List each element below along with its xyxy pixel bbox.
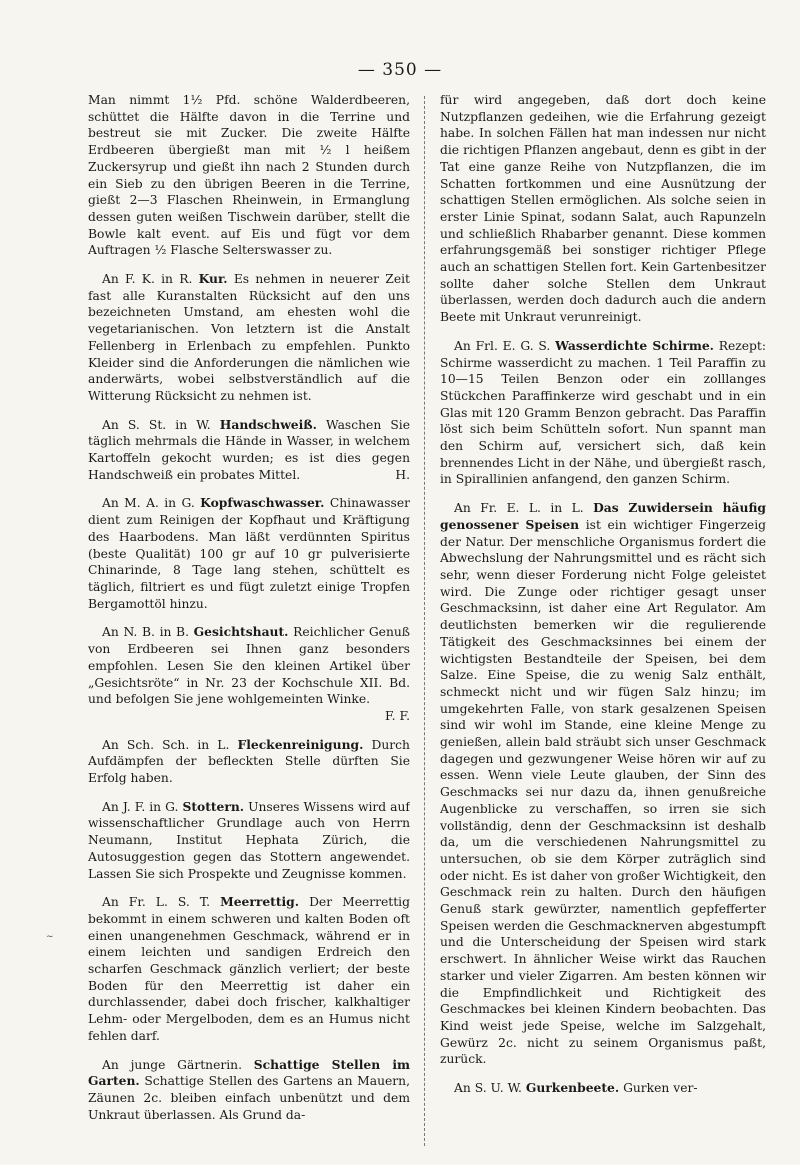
answer-entry <box>440 1080 766 1097</box>
entry-keyword: Schattige Stellen im Garten. <box>88 1056 410 1089</box>
entry-keyword: Meerrettig. <box>220 894 300 910</box>
answer-entry <box>88 737 410 787</box>
entry-keyword: Das Zuwidersein häufig genossener Speisen <box>440 500 766 532</box>
margin-mark: ~ <box>46 932 54 942</box>
entry-text: Der Meerrettig bekommt in einem schweren und kalten Boden oft einen unangenehmen Geschmack, während er in einem leichten und sandigen Erdreich den scharfen Geschmack gänzlich verliert; der beste Boden für den Meerrettig ist daher ein durchlassender, dabei doch frischer, kalkhaltiger Lehm- oder Mergelboden, dem es an Humus nicht fehlen darf. <box>88 895 410 1043</box>
answer-entry <box>88 495 410 612</box>
entry-signature: H. <box>395 467 410 482</box>
entry-keyword: Handschweiß. <box>219 416 317 432</box>
entry-text: Reichlicher Genuß von Erdbeeren sei Ihnen ganz besonders empfohlen. Lesen Sie den kleinen Artikel über „Gesichtsröte“ in Nr. 23 der Kochschule XII. Bd. und befolgen Sie jene wohlgemeinten Winke. <box>88 625 410 707</box>
answer-entry <box>88 624 410 724</box>
entry-text: Durch Aufdämpfen der befleckten Stelle dürften Sie Erfolg haben. <box>88 737 410 786</box>
entry-text: Waschen Sie täglich mehrmals die Hände in Wasser, in welchem Kartoffeln gekocht wurden; es ist dies gegen Handschweiß ein probates Mittel. <box>88 417 410 482</box>
entry-addressee: An Fr. E. L. in L. <box>454 501 584 516</box>
entry-addressee: An S. St. in W. <box>102 417 211 432</box>
entry-addressee: An Frl. E. G. S. <box>454 338 551 353</box>
column-divider <box>424 96 425 1146</box>
entry-addressee: An M. A. in G. <box>102 496 195 511</box>
entry-keyword: Kopfwaschwasser. <box>200 495 325 511</box>
entry-text: ist ein wichtiger Fingerzeig der Natur. Der menschliche Organismus fordert die Abwechslung der Nahrungsmittel und es rächt sich sehr, wenn dieser Forderung nicht Folge geleistet wird. Die Zunge oder richtiger gesagt unser Geschmacksinn, ist daher eine Art Regulator. Am deutlichsten bemerken wir die regulierende Tätigkeit des Geschmacksinnes bei einem der wichtigsten Bestandteile der Speisen, bei dem Salze. Eine Speise, die zu wenig Salz enthält, schmeckt nicht und wir fügen Salz hinzu; im umgekehrten Falle, von stark gesalzenen Speisen sind wir wohl im Stande, eine kleine Menge zu genießen, allein bald sträubt sich unser Geschmack dagegen und gezwungener Weise hören wir auf zu essen. Wenn viele Leute glauben, der Sinn des Geschmacks sei nur dazu da, ihnen genußreiche Augenblicke zu verschaffen, so irren sie sich vollständig, denn der Geschmacksinn ist deshalb da, um die verschiedenen Nahrungsmittel zu untersuchen, ob sie dem Körper zuträglich sind oder nicht. Es ist daher von großer Wichtigkeit, den Geschmack rein zu halten. Durch den häufigen Genuß stark gewürzter, namentlich gepfefferter Speisen werden die Geschmacknerven abgestumpft und die Unterscheidung der Speisen wird stark erschwert. In ähnlicher Weise wirkt das Rauchen starker und vieler Zigarren. Am besten können wir die Empfindlichkeit und Richtigkeit des Geschmackes bei kleinen Kindern beobachten. Das Kind weist jede Speise, welche im Salzgehalt, Gewürz 2c. nicht zu seinem Organismus paßt, zurück. <box>440 517 766 1067</box>
entry-addressee: An Fr. L. S. T. <box>102 895 211 910</box>
entry-addressee: An F. K. in R. <box>102 272 193 287</box>
entry-text: Schattige Stellen des Gartens an Mauern, Zäunen 2c. bleiben einfach unbenützt und dem Unkraut überlassen. Als Grund da- <box>88 1074 410 1122</box>
answer-entry <box>88 271 410 405</box>
entry-addressee: An N. B. in B. <box>102 625 190 640</box>
entry-keyword: Gurkenbeete. <box>525 1080 620 1096</box>
entry-addressee: An junge Gärtnerin. <box>102 1057 242 1072</box>
entry-text: Rezept: Schirme wasserdicht zu machen. 1 Teil Paraffin zu 10—15 Teilen Benzon oder ein zolllanges Stückchen Paraffinkerze wird geschabt und in ein Glas mit 120 Gramm Benzon gebracht. Das Paraffin löst sich beim Schütteln sofort. Nun spannt man den Schirm auf, versichert sich, daß kein brennendes Licht in der Nähe, und übergießt rasch, in Spirallinien anfangend, den ganzen Schirm. <box>440 338 766 487</box>
entry-text: Es nehmen in neuerer Zeit fast alle Kuranstalten Rücksicht auf den uns bezeichneten Umstand, am ehesten wohl die vegetarianischen. Von letztern ist die Anstalt Fellenberg in Erlenbach zu empfehlen. Punkto Kleider sind die Anforderungen die nämlichen wie anderwärts, wobei selbstverständlich auf die Witterung Rücksicht zu nehmen ist. <box>88 272 410 403</box>
answer-entry <box>440 92 766 326</box>
left-column <box>88 92 410 1152</box>
entry-text: Gurken ver- <box>623 1081 698 1096</box>
entry-keyword: Gesichtshaut. <box>193 624 289 640</box>
answer-entry <box>440 500 766 1068</box>
entry-text: Chinawasser dient zum Reinigen der Kopfhaut und Kräftigung des Haarbodens. Man läßt verdünnten Spiritus (beste Qualität) 100 gr auf 10 gr pulverisierte Chinarinde, 8 Tage lang stehen, schüttelt es täglich, filtriert es und fügt zuletzt einige Tropfen Bergamottöl hinzu. <box>88 496 410 611</box>
entry-addressee: An J. F. in G. <box>102 799 179 814</box>
answer-entry <box>88 894 410 1044</box>
entry-keyword: Stottern. <box>182 798 245 814</box>
answer-entry <box>88 799 410 883</box>
entry-text: Man nimmt 1½ Pfd. schöne Walderdbeeren, schüttet die Hälfte davon in die Terrine und bestreut sie mit Zucker. Die zweite Hälfte Erdbeeren übergießt man mit ½ l heißem Zuckersyrup und gießt ihn nach 2 Stunden durch ein Sieb zu den übrigen Beeren in die Terrine, gießt 2—3 Flaschen Rheinwein, in Ermanglung dessen guten weißen Tischwein darüber, stellt die Bowle kalt event. auf Eis und fügt vor dem Auftragen ½ Flasche Selterswasser zu. <box>88 93 410 258</box>
answer-entry <box>440 338 766 488</box>
entry-text: für wird angegeben, daß dort doch keine Nutzpflanzen gedeihen, wie die Erfahrung gezeigt habe. In solchen Fällen hat man indessen nur nicht die richtigen Pflanzen angebaut, denn es gibt in der Tat eine ganze Reihe von Nutzpflanzen, die im Schatten fortkommen und eine Ausnützung der schattigen Stellen ermöglichen. Als solche seien in erster Linie Spinat, sodann Salat, auch Rapunzeln und schließlich Rhabarber genannt. Diese kommen erfahrungsgemäß bei sonstiger richtiger Pflege auch an schattigen Stellen fort. Kein Gartenbesitzer sollte daher solche Stellen dem Unkraut überlassen, werden doch dadurch auch die andern Beete mit Unkraut verunreinigt. <box>440 93 766 325</box>
entry-text: Unseres Wissens wird auf wissenschaftlicher Grundlage auch von Herrn Neumann, Institut Hephata Zürich, die Autosuggestion gegen das Stottern angewendet. Lassen Sie sich Prospekte und Zeugnisse kommen. <box>88 799 410 881</box>
entry-signature: F. F. <box>385 708 410 723</box>
entry-keyword: Fleckenreinigung. <box>237 736 364 752</box>
entry-keyword: Wasserdichte Schirme. <box>555 337 714 353</box>
entry-keyword: Kur. <box>198 271 228 287</box>
entry-addressee: An Sch. Sch. in L. <box>102 737 230 752</box>
entry-addressee: An S. U. W. <box>454 1081 522 1096</box>
right-column <box>440 92 766 1152</box>
answer-entry <box>88 1057 410 1124</box>
answer-entry <box>88 417 410 484</box>
answer-entry <box>88 92 410 259</box>
page-number: — 350 — <box>357 60 443 80</box>
